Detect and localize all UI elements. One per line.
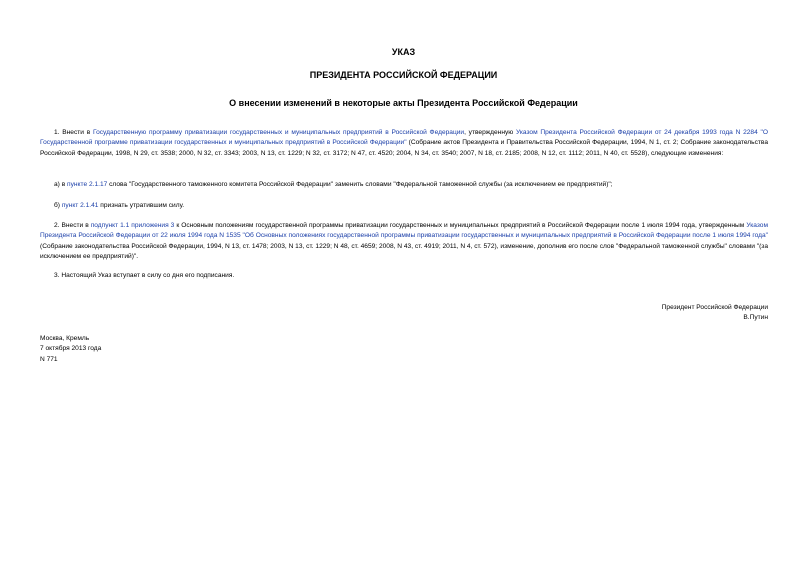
link-privatization-program[interactable]: Государственную программу приватизации государственных и муниципальных предприятий в Российской Федерации <box>92 129 465 136</box>
signatory-position: Президент Российской Федерации <box>661 304 768 311</box>
paragraph-b-text-a: б) <box>54 202 62 209</box>
link-subitem-1-1-appendix-3[interactable]: подпункт 1.1 приложения 3 <box>90 222 175 229</box>
document-issuer: ПРЕЗИДЕНТА РОССИЙСКОЙ ФЕДЕРАЦИИ <box>309 70 498 80</box>
link-item-2-1-17[interactable]: пункте 2.1.17 <box>67 181 108 188</box>
link-item-2-1-41[interactable]: пункт 2.1.41 <box>61 202 99 209</box>
paragraph-a-text-a: а) в <box>54 181 68 188</box>
paragraph-1-text-b: , утвержденную <box>464 129 516 136</box>
paragraph-2-text-b: к Основным положениям государственной программы приватизации государственных и муниципальных предприятий в Российской Федерации после 1 июля 1994 года, утвержденным <box>174 222 747 229</box>
paragraph-2 <box>40 221 768 263</box>
paragraph-1-text-c: (Собрание актов Президента и Правительства Российской Федерации, 1994, N 1, ст. 2; Собрание законодательства Российской Федерации, 1998, N 29, ст. 3538; 2000, N 32, ст. 3343; 2003, N 13, ст. 1229; N 32, ст. 3172; N 47, ст. 4520; 2004, N 34, ст. 3540; 2007, N 18, ст. 2185; 2008, N 12, ст. 1112; 2011, N 40, ст. 5528), следующие изменения: <box>40 139 769 157</box>
paragraph-b-text-b: признать утратившим силу. <box>98 202 185 209</box>
paragraph-1 <box>40 128 768 159</box>
signing-date: 7 октября 2013 года <box>40 345 102 353</box>
document-title: УКАЗ <box>391 47 416 57</box>
signature-block <box>662 303 768 324</box>
paragraph-2-text-a: 2. Внести в <box>54 222 91 229</box>
link-decree-2284[interactable]: Указом Президента Российской Федерации от 24 декабря 1993 года N 2284 "О Государственной программе приватизации государственных и муниципальных предприятий в Российской Федерации" <box>40 129 768 147</box>
document-footer <box>40 334 101 365</box>
paragraph-a-text-b: слова "Государственного таможенного комитета Российской Федерации" заменить словами "Федеральной таможенной службы (за исключением ее предприятий)"; <box>107 181 613 188</box>
paragraph-3 <box>40 271 768 281</box>
paragraph-3-text: 3. Настоящий Указ вступает в силу со дня его подписания. <box>54 272 235 279</box>
paragraph-b <box>40 201 768 211</box>
paragraph-2-text-c: (Собрание законодательства Российской Федерации, 1994, N 13, ст. 1478; 2003, N 13, ст. 1229; N 48, ст. 4659; 2008, N 43, ст. 4919; 2011, N 4, ст. 572), изменение, дополнив его после слов "Федеральной таможенной службы" словами "(за исключением ее предприятий)". <box>40 242 768 261</box>
link-decree-1535[interactable]: Указом Президента Российской Федерации от 22 июля 1994 года N 1535 "Об Основных положениях государственной программы приватизации государственных и муниципальных предприятий в Российской Федерации после 1 июля 1994 года" <box>40 222 768 240</box>
paragraph-1-text-a: 1. Внести в <box>54 129 93 136</box>
document-number: N 771 <box>40 355 58 363</box>
signatory-name: В.Путин <box>743 314 768 322</box>
paragraph-a <box>40 180 768 190</box>
signing-place: Москва, Кремль <box>40 335 90 342</box>
document-subject: О внесении изменений в некоторые акты Президента Российской Федерации <box>229 98 578 108</box>
